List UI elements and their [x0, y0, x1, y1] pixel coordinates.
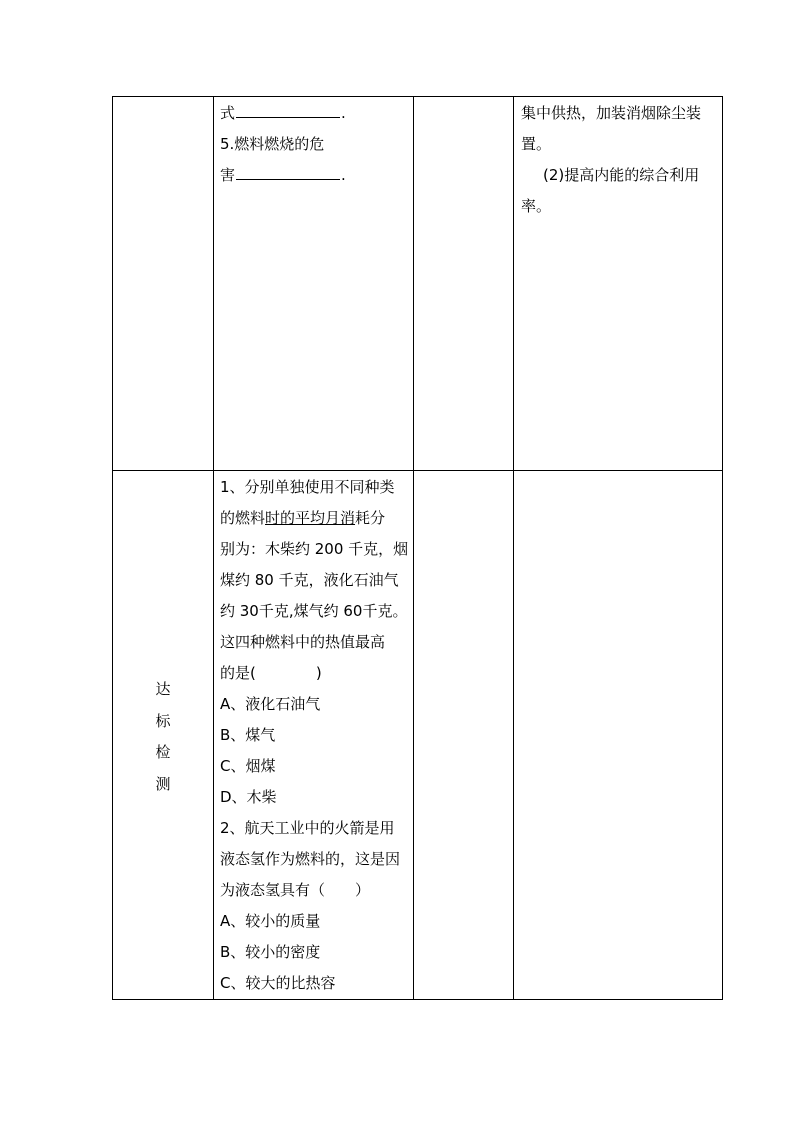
text-segment: 的燃料 — [220, 509, 266, 527]
question-line: 这四种燃料中的热值最高 — [220, 633, 386, 651]
text-segment: . — [341, 166, 346, 184]
question-line: 煤约 80 千克，液化石油气 — [220, 571, 399, 589]
text-line: (2)提高内能的综合利用 — [543, 166, 700, 184]
underlined-text: 时的平均月消 — [265, 509, 356, 527]
question-line: 的是( ) — [220, 664, 322, 682]
row1-content-cell — [220, 98, 410, 191]
label-char: 标 — [155, 711, 171, 730]
label-char: 测 — [155, 774, 171, 793]
question-line — [220, 503, 412, 534]
text-line: 集中供热，加装消烟除尘装 — [521, 104, 702, 122]
question-line: 为液态氢具有（ ） — [220, 881, 371, 899]
answer-option: C、烟煤 — [220, 757, 276, 775]
question-line: 2、航天工业中的火箭是用 — [220, 819, 395, 837]
text-segment: 害 — [220, 166, 236, 184]
text-segment: 耗分 — [355, 509, 386, 527]
fill-blank — [236, 100, 340, 118]
answer-option: C、较大的比热容 — [220, 974, 336, 992]
text-line: 率。 — [521, 197, 552, 215]
section-label — [113, 674, 213, 800]
text-line — [220, 160, 410, 191]
answer-option: A、液化石油气 — [220, 695, 321, 713]
row-divider — [113, 470, 722, 471]
answer-option: A、较小的质量 — [220, 912, 321, 930]
answer-option: D、木柴 — [220, 788, 277, 806]
text-line: 5.燃料燃烧的危 — [220, 135, 325, 153]
answer-option: B、较小的密度 — [220, 943, 321, 961]
label-char: 检 — [155, 743, 171, 761]
text-segment: 式 — [220, 104, 236, 122]
question-line: 1、分别单独使用不同种类 — [220, 478, 395, 496]
quiz-cell — [220, 472, 412, 999]
column-divider — [513, 97, 514, 999]
text-line: 置。 — [521, 135, 552, 153]
question-line: 约 30千克,煤气约 60千克。 — [220, 602, 408, 620]
question-line: 别为：木柴约 200 千克，烟 — [220, 540, 409, 558]
fill-blank — [236, 162, 340, 180]
label-char: 达 — [155, 680, 171, 698]
lesson-table — [112, 96, 723, 1000]
column-divider — [213, 97, 214, 999]
text-segment: . — [341, 104, 346, 122]
text-line — [220, 98, 410, 129]
column-divider — [413, 97, 414, 999]
question-line: 液态氢作为燃料的，这是因 — [220, 850, 401, 868]
answer-option: B、煤气 — [220, 726, 276, 744]
row1-notes-cell — [521, 98, 721, 222]
